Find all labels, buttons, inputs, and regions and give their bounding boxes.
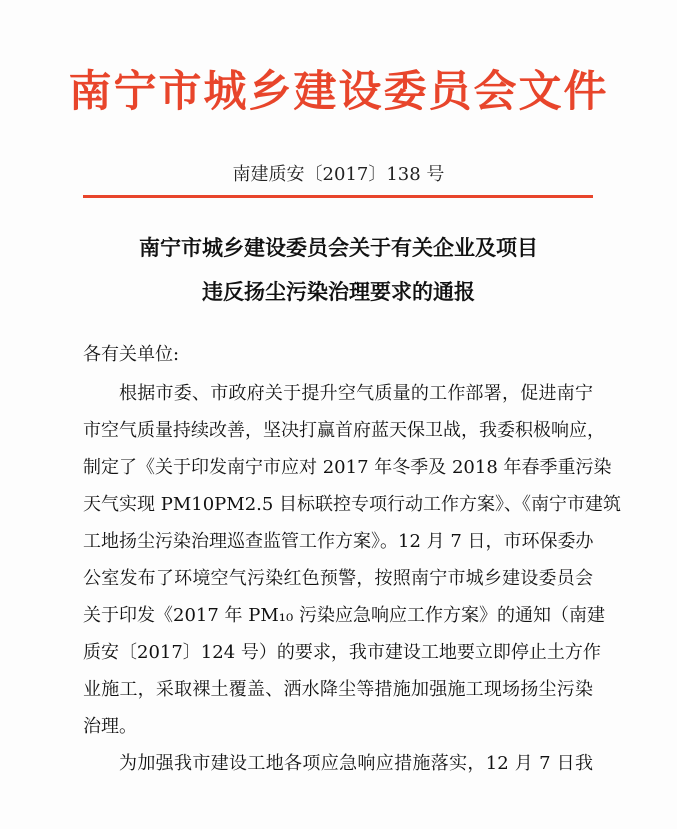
body-line-5: 工地扬尘污染治理巡查监管工作方案》。12 月 7 日，市环保委办: [83, 531, 594, 552]
red-divider-rule: [83, 195, 593, 198]
body-line-9: 业施工，采取裸土覆盖、洒水降尘等措施加强施工现场扬尘污染: [83, 679, 593, 700]
body-line-1: 根据市委、市政府关于提升空气质量的工作部署，促进南宁: [119, 383, 593, 404]
body-line-8: 质安〔2017〕124 号）的要求，我市建设工地要立即停止土方作: [83, 642, 601, 663]
document-header-title: 南宁市城乡建设委员会文件: [68, 67, 609, 117]
document-number: 南建质安〔2017〕138 号: [232, 164, 445, 185]
body-line-4: 天气实现 PM10PM2.5 目标联控专项行动工作方案》、《南宁市建筑: [83, 494, 622, 515]
salutation: 各有关单位:: [83, 344, 180, 365]
body-line-7: 关于印发《2017 年 PM₁₀ 污染应急响应工作方案》的通知（南建: [83, 605, 605, 626]
body-line-6: 公室发布了环境空气污染红色预警，按照南宁市城乡建设委员会: [83, 568, 593, 589]
body-line-11: 为加强我市建设工地各项应急响应措施落实，12 月 7 日我: [119, 753, 593, 774]
body-line-10: 治理。: [83, 716, 137, 737]
body-line-3: 制定了《关于印发南宁市应对 2017 年冬季及 2018 年春季重污染: [83, 457, 612, 478]
body-line-2: 市空气质量持续改善，坚决打赢首府蓝天保卫战，我委积极响应，: [83, 420, 605, 441]
notice-title-line-1: 南宁市城乡建设委员会关于有关企业及项目: [139, 236, 538, 260]
notice-title-line-2: 违反扬尘污染治理要求的通报: [202, 280, 475, 304]
